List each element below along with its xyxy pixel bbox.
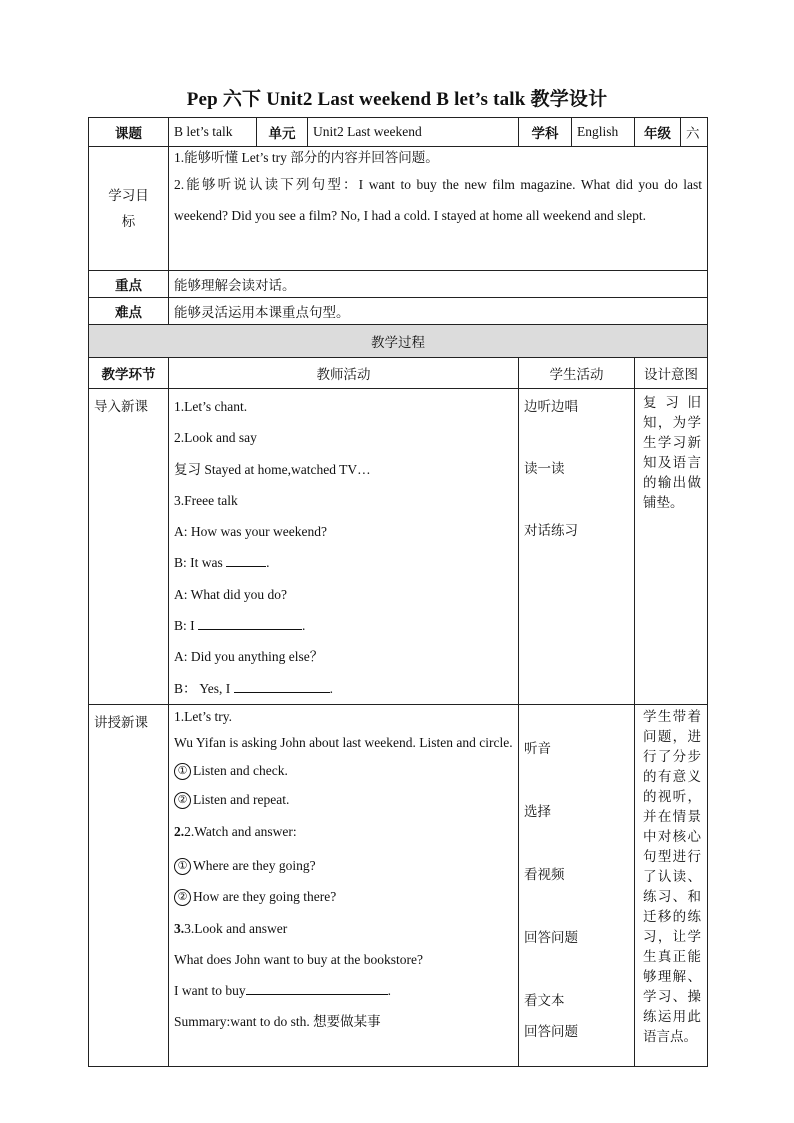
info-row (89, 118, 708, 147)
new-line-1: 1.Let’s try. (174, 708, 232, 724)
key-point-label: 重点 (89, 271, 169, 298)
subject-value: English (572, 118, 635, 147)
goal-item-2: 2.能够听说认读下列句型：I want to buy the new film magazine. What did you do last weekend? Did you see a film? No, I had a cold. I stayed at home all weekend and slept. (174, 177, 702, 223)
difficulty-value: 能够灵活运用本课重点句型。 (169, 298, 708, 325)
new-student-5: 看文本 (524, 992, 565, 1008)
intro-line-10: B： Yes, I . (174, 673, 513, 704)
new-student (519, 704, 635, 1066)
intro-line-5: A: How was your weekend? (174, 524, 327, 540)
new-student-1: 听音 (524, 740, 551, 756)
key-point-row (89, 271, 708, 298)
intro-line-9: A: Did you anything else？ (174, 649, 324, 665)
goals-row (89, 147, 708, 271)
col-student: 学生活动 (519, 358, 635, 389)
number-2-icon: ② (174, 889, 191, 906)
intro-intent: 复习旧知，为学生学习新知及语言的输出做铺垫。 (635, 389, 708, 705)
intro-student-2: 读一读 (524, 461, 565, 476)
goals-label: 学习目标 (89, 147, 169, 271)
new-teacher (169, 704, 519, 1066)
new-student-3: 看视频 (524, 866, 565, 882)
intro-line-2: 2.Look and say (174, 430, 257, 446)
goal-item-1: 1.能够听懂 Let’s try 部分的内容并回答问题。 (174, 150, 439, 165)
number-1-icon: ① (174, 858, 191, 875)
intro-line-3: 复习 Stayed at home,watched TV… (174, 461, 371, 477)
new-intent: 学生带着问题，进行了分步的有意义的视听，并在情景中对核心句型进行了认读、练习、和迁移的练习，让学生真正能够理解、学习、操练运用此语言点。 (635, 704, 708, 1066)
grade-label: 年级 (635, 118, 681, 147)
section-new-row (89, 704, 708, 1066)
lesson-plan-table (88, 117, 708, 1067)
new-line-10: I want to buy . (174, 975, 513, 1006)
process-header: 教学过程 (89, 325, 708, 358)
unit-label: 单元 (257, 118, 308, 147)
unit-value: Unit2 Last weekend (308, 118, 519, 147)
intro-student (519, 389, 635, 705)
col-intent: 设计意图 (635, 358, 708, 389)
number-2-icon: ② (174, 792, 191, 809)
intro-line-1: 1.Let’s chant. (174, 399, 248, 414)
intro-line-6: B: It was . (174, 547, 513, 578)
intro-stage: 导入新课 (89, 389, 169, 705)
new-student-2: 选择 (524, 803, 551, 819)
col-stage: 教学环节 (89, 358, 169, 389)
grade-value: 六 (681, 118, 708, 147)
course-label: 课题 (89, 118, 169, 147)
intro-line-7: A: What did you do? (174, 586, 287, 602)
number-1-icon: ① (174, 763, 191, 780)
new-line-9: What does John want to buy at the bookstore? (174, 951, 423, 967)
intro-student-1: 边听边唱 (524, 399, 578, 414)
difficulty-label: 难点 (89, 298, 169, 325)
new-student-6: 回答问题 (524, 1023, 578, 1039)
intro-line-8: B: I . (174, 610, 513, 641)
goals-content (169, 147, 708, 271)
page-title: Pep 六下 Unit2 Last weekend B let’s talk 教学设计 (186, 89, 608, 110)
subject-label: 学科 (519, 118, 572, 147)
intro-student-3: 对话练习 (524, 523, 578, 538)
new-stage: 讲授新课 (89, 704, 169, 1066)
col-teacher: 教师活动 (169, 358, 519, 389)
difficulty-row (89, 298, 708, 325)
new-line-6: ① Where are they going? (174, 850, 513, 881)
new-line-8: 3.3.Look and answer (174, 920, 288, 936)
section-intro-row (89, 389, 708, 705)
new-student-4: 回答问题 (524, 929, 578, 945)
new-line-5: 2.2.Watch and answer: (174, 823, 297, 839)
intro-line-4: 3.Freee talk (174, 492, 238, 508)
new-line-2: Wu Yifan is asking John about last weekend. Listen and circle. (174, 734, 513, 750)
key-point-value: 能够理解会读对话。 (169, 271, 708, 298)
new-line-7: ② How are they going there? (174, 881, 513, 912)
new-line-3: ① Listen and check. (174, 756, 513, 785)
column-header-row (89, 358, 708, 389)
new-line-4: ② Listen and repeat. (174, 785, 513, 814)
intro-teacher (169, 389, 519, 705)
new-line-11: Summary:want to do sth. 想要做某事 (174, 1014, 381, 1030)
process-header-row (89, 325, 708, 358)
course-value: B let’s talk (169, 118, 257, 147)
